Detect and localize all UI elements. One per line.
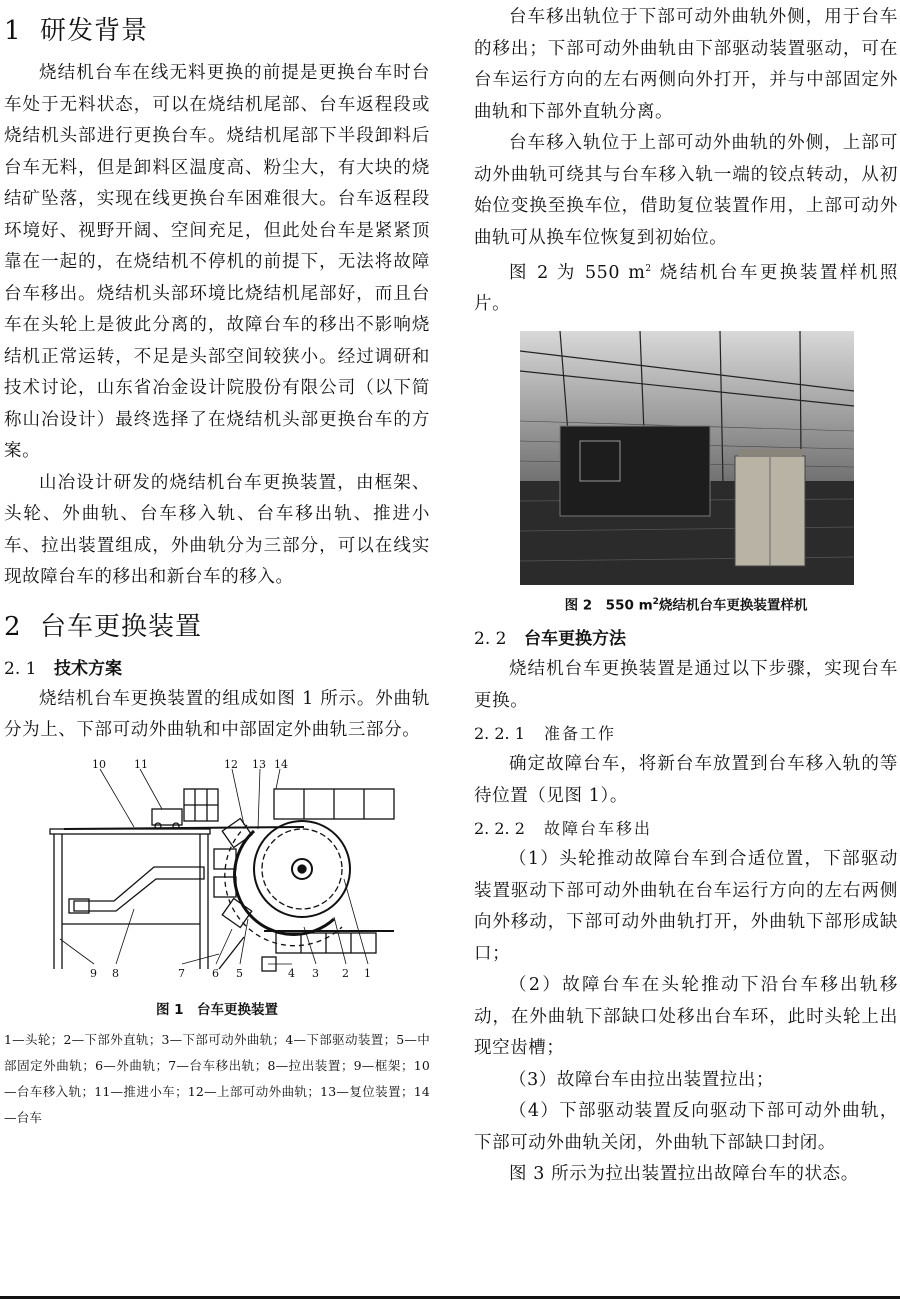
section-number: 1 (4, 16, 22, 46)
fig1-label-4: 4 (288, 966, 295, 980)
subsection-2-2-1-heading (474, 719, 898, 749)
subsection-2-1-heading (4, 654, 430, 684)
fig1-label-10: 10 (92, 758, 106, 771)
fig1-label-2: 2 (342, 966, 349, 980)
page-bottom-rule (0, 1296, 900, 1299)
paragraph-preparation: 确定故障台车，将新台车放置到台车移入轨的等待位置（见图 1）。 (474, 754, 898, 806)
figure-1 (4, 759, 430, 981)
left-column (4, 0, 430, 1131)
fig1-label-11: 11 (134, 758, 148, 771)
trolley-entry-rail (64, 827, 304, 829)
paragraph-method-intro: 烧结机台车更换装置是通过以下步骤，实现台车更换。 (474, 659, 898, 711)
paragraph-exit-rail: 台车移出轨位于下部可动外曲轨外侧，用于台车的移出；下部可动外曲轨由下部驱动装置驱动，可在台车运行方向的左右两侧向外打开，并与中部固定外曲轨和下部外直轨分离。 (474, 7, 898, 122)
push-cart (152, 809, 182, 825)
subsection-title: 台车更换方法 (524, 629, 626, 650)
paragraph-device-summary: 山冶设计研发的烧结机台车更换装置，由框架、头轮、外曲轨、台车移入轨、台车移出轨、推进小车、拉出装置组成，外曲轨分为三部分，可以在线实现故障台车的移出和新台车的移入。 (4, 472, 430, 587)
paragraph-background: 烧结机台车在线无料更换的前提是更换台车时台车处于无料状态，可以在烧结机尾部、台车返程段或烧结机头部进行更换台车。烧结机尾部下半段卸料后台车无料，但是卸料区温度高、粉尘大，有大块的烧结矿坠落，实现在线更换台车困难很大。台车返程段环境好、视野开阔、空间充足，但此处台车是紧紧顶靠在一起的，在烧结机不停机的前提下，无法将故障台车移出。烧结机头部环境比烧结机尾部好，而且台车在头轮上是彼此分离的，故障台车的移出不影响烧结机正常运转，不足是头部空间较狭小。经过调研和技术讨论，山东省冶金设计院股份有限公司（以下简称山冶设计）最终选择了在烧结机头部更换台车的方案。 (4, 63, 430, 461)
fig1-label-1: 1 (364, 966, 371, 980)
subsection-title: 故障台车移出 (544, 819, 653, 839)
fig1-label-7: 7 (178, 966, 185, 980)
paragraph-fig3-ref: 图 3 所示为拉出装置拉出故障台车的状态。 (509, 1164, 859, 1185)
fig1-label-5: 5 (236, 966, 243, 980)
subsection-number: 2. 1 (4, 658, 37, 679)
section-title: 台车更换装置 (40, 611, 203, 642)
step-4: （4）下部驱动装置反向驱动下部可动外曲轨，下部可动外曲轨关闭，外曲轨下部缺口封闭。 (474, 1101, 898, 1153)
fig1-label-13: 13 (252, 758, 266, 771)
step-2: （2）故障台车在头轮推动下沿台车移出轨移动，在外曲轨下部缺口处移出台车环，此时头轮上出现空齿槽； (474, 975, 898, 1059)
figure-1-diagram (4, 759, 430, 981)
subsection-title: 准备工作 (544, 724, 617, 744)
subsection-number: 2. 2. 2 (474, 819, 525, 839)
step-3: （3）故障台车由拉出装置拉出； (509, 1069, 775, 1090)
section-number: 2 (4, 611, 22, 642)
section-2-heading (4, 610, 430, 644)
section-1-heading (4, 14, 430, 48)
fig1-label-9: 9 (90, 966, 97, 980)
subsection-number: 2. 2. 1 (474, 724, 525, 744)
fig1-label-12: 12 (224, 758, 238, 771)
subsection-title: 技术方案 (54, 658, 122, 679)
figure-1-legend: 1—头轮；2—下部外直轨；3—下部可动外曲轨；4—下部驱动装置；5—中部固定外曲轨；6—外曲轨；7—台车移出轨；8—拉出装置；9—框架；10—台车移入轨；11—推进小车；12—上部可动外曲轨；13—复位装置；14—台车 (4, 1031, 430, 1125)
figure-2-caption: 图 2 550 $m^2$烧结机台车更换装置样机 (564, 596, 808, 614)
step-1: （1）头轮推动故障台车到合适位置，下部驱动装置驱动下部可动外曲轨在台车运行方向的左右两侧向外移动，下部可动外曲轨打开，外曲轨下部形成缺口； (474, 849, 898, 964)
head-wheel-axle (298, 865, 306, 873)
outer-curved-rail (235, 831, 334, 934)
pallet-curve-1 (222, 818, 251, 847)
paragraph-fig2-ref: 图 2 为 550 $m^2$ 烧结机台车更换装置样机照片。 (474, 262, 898, 315)
factory-photo-illustration (520, 331, 854, 585)
section-title: 研发背景 (40, 16, 149, 46)
fig1-label-14: 14 (274, 758, 288, 771)
subsection-number: 2. 2 (474, 629, 507, 650)
paragraph-technical-scheme: 烧结机台车更换装置的组成如图 1 所示。外曲轨分为上、下部可动外曲轨和中部固定外曲轨三部分。 (4, 688, 430, 740)
fig1-label-8: 8 (112, 966, 119, 980)
fig1-label-3: 3 (312, 966, 319, 980)
right-column (474, 0, 898, 1191)
subsection-2-2-heading (474, 624, 898, 654)
pallet-curve-3 (214, 877, 236, 897)
fig1-label-6: 6 (212, 966, 219, 980)
figure-2-photo (520, 331, 854, 585)
figure-1-caption: 图 1 台车更换装置 (155, 1001, 279, 1018)
paragraph-entry-rail: 台车移入轨位于上部可动外曲轨的外侧，上部可动外曲轨可绕其与台车移入轨一端的铰点转动，从初始位变换至换车位，借助复位装置作用，上部可动外曲轨可从换车位恢复到初始位。 (474, 133, 898, 248)
exit-rail (219, 937, 244, 969)
pulling-device (74, 867, 204, 911)
subsection-2-2-2-heading (474, 814, 898, 844)
